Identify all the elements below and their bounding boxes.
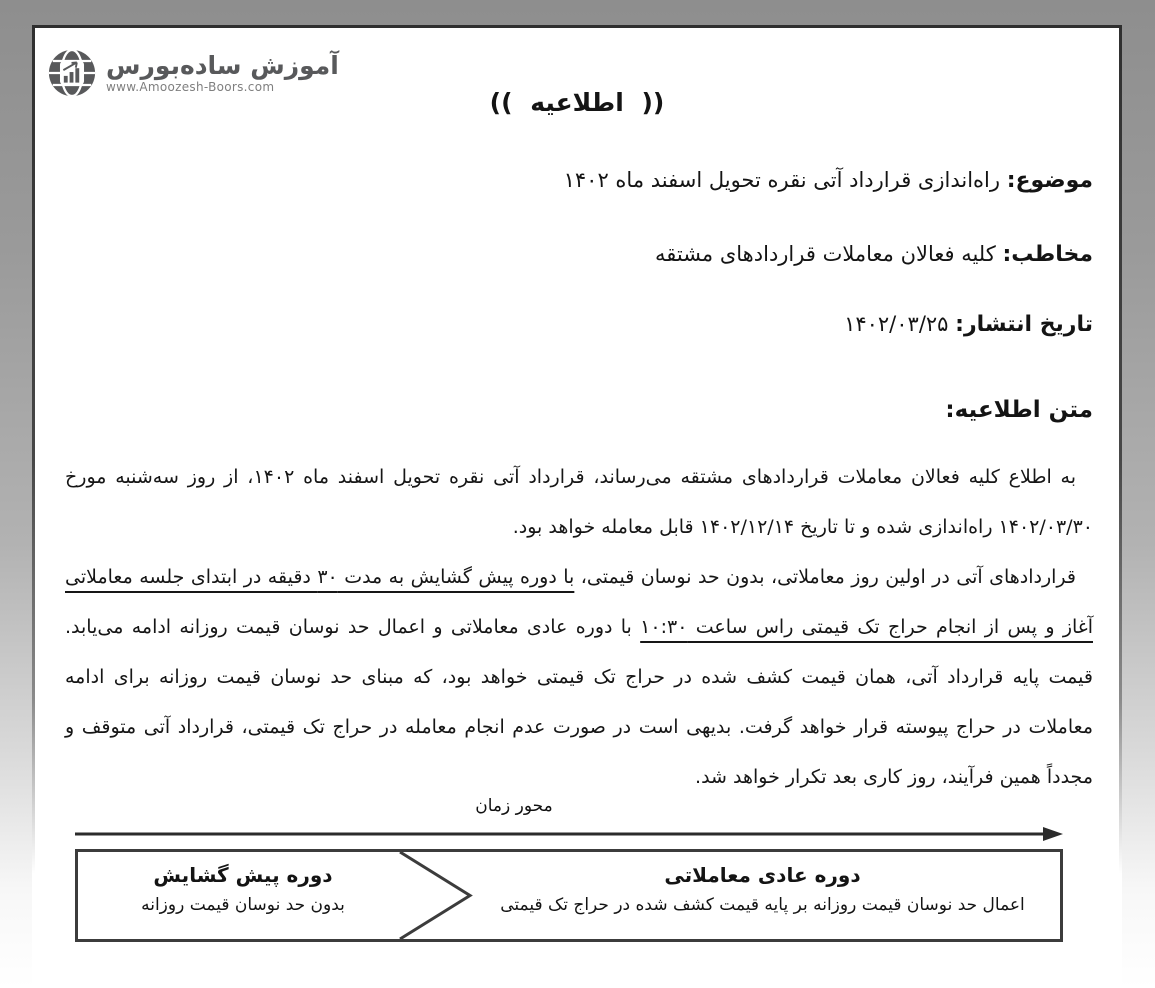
- audience-label: مخاطب:: [1002, 242, 1093, 267]
- normal-trading-period: [473, 863, 1052, 915]
- subject-label: موضوع:: [1006, 168, 1093, 193]
- paragraph-1-text: به اطلاع کلیه فعالان معاملات قراردادهای مشتقه می‌رساند، قرارداد آتی نقره تحویل اسفند ماه ۱۴۰۲، از روز سه‌شنبه مورخ ۱۴۰۲/۰۳/۳۰ راه‌اندازی شده و تا تاریخ ۱۴۰۲/۱۲/۱۴ قابل معامله خواهد بود.: [65, 466, 1093, 538]
- audience-row: [65, 242, 1093, 267]
- publish-date-value: ۱۴۰۲/۰۳/۲۵: [844, 312, 949, 336]
- notice-body: [65, 452, 1093, 802]
- normal-trading-title: دوره عادی معاملاتی: [664, 863, 861, 887]
- pre-opening-title: دوره پیش گشایش: [153, 863, 333, 887]
- subject-value: راه‌اندازی قرارداد آتی نقره تحویل اسفند ماه ۱۴۰۲: [563, 168, 1001, 192]
- brand-url: www.Amoozesh-Boors.com: [106, 80, 275, 95]
- page-title: (( اطلاعیه )): [489, 88, 665, 117]
- periods-box: [75, 849, 1063, 942]
- pre-opening-period: [78, 863, 408, 915]
- brand-name: آموزش ساده‌بورس: [106, 50, 339, 80]
- pre-opening-subtitle: بدون حد نوسان قیمت روزانه: [141, 895, 345, 915]
- time-axis-label: محور زمان: [475, 796, 553, 816]
- timeline-diagram: [75, 794, 1063, 954]
- subject-row: [65, 168, 1093, 193]
- body-heading: متن اطلاعیه:: [945, 397, 1093, 423]
- paragraph-2-end: با دوره عادی معاملاتی و اعمال حد نوسان قیمت روزانه ادامه می‌یابد. قیمت پایه قرارداد آتی، همان قیمت کشف شده در حراج تک قیمتی خواهد بود، که مبنای حد نوسان قیمت روزانه برای ادامه معاملات در حراج پیوسته قرار خواهد گرفت. بدیهی است در صورت عدم انجام معامله در حراج تک قیمتی، قرارداد آتی متوقف و مجدداً همین فرآیند، روز کاری بعد تکرار خواهد شد.: [65, 616, 1093, 788]
- paragraph-2-underlined: با دوره پیش گشایش به مدت ۳۰ دقیقه در ابتدای جلسه معاملاتی آغاز و پس از انجام حراج تک قیمتی راس ساعت ۱۰:۳۰: [65, 566, 1093, 638]
- notice-page: [32, 25, 1122, 988]
- publish-date-label: تاریخ انتشار:: [955, 312, 1093, 337]
- time-axis-arrow-icon: [75, 826, 1063, 842]
- paragraph-2: [65, 552, 1093, 802]
- audience-value: کلیه فعالان معاملات قراردادهای مشتقه: [654, 242, 996, 266]
- paragraph-2-start: قراردادهای آتی در اولین روز معاملاتی، بدون حد نوسان قیمتی،: [574, 566, 1077, 588]
- normal-trading-subtitle: اعمال حد نوسان قیمت روزانه بر پایه قیمت کشف شده در حراج تک قیمتی: [500, 895, 1025, 915]
- paragraph-1: [65, 452, 1093, 552]
- publish-date-row: [65, 312, 1093, 337]
